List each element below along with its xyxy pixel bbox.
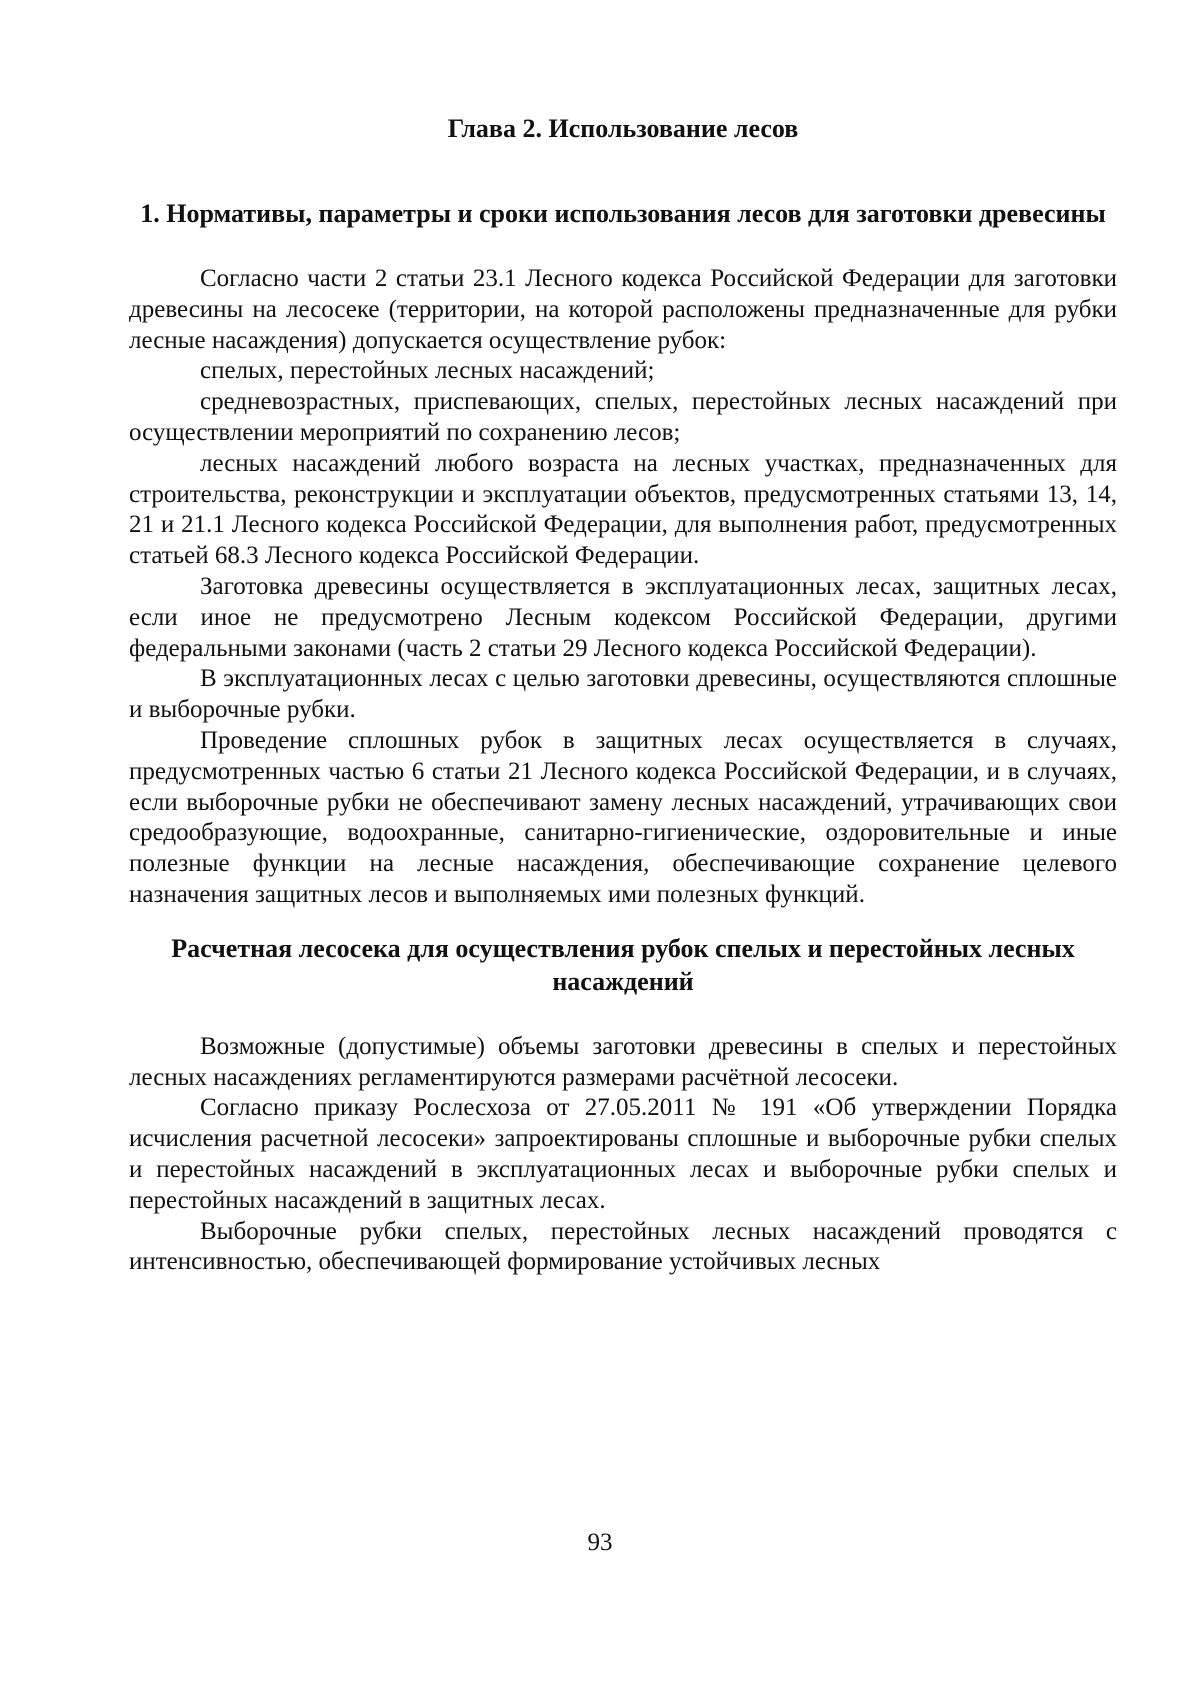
paragraph: Согласно части 2 статьи 23.1 Лесного кодекса Российской Федерации для заготовки древесины на лесосеке (территории, на которой расположены предназначенные для рубки лесные насаждения) допускается осуществление рубок: [129,265,1117,354]
paragraph: Возможные (допустимые) объемы заготовки древесины в спелых и перестойных лесных насаждениях регламентируются размерами расчётной лесосеки. [129,1032,1117,1091]
paragraph: лесных насаждений любого возраста на лесных участках, предназначенных для строительства, реконструкции и эксплуатации объектов, предусмотренных статьями 13, 14, 21 и 21.1 Лесного кодекса Российской Федерации, для выполнения работ, предусмотренных статьей 68.3 Лесного кодекса Российской Федерации. [129,449,1117,570]
paragraph: спелых, перестойных лесных насаждений; [200,357,655,385]
paragraph: Проведение сплошных рубок в защитных лесах осуществляется в случаях, предусмотренных частью 6 статьи 21 Лесного кодекса Российской Федерации, и в случаях, если выборочные рубки не обеспечивают замену лесных насаждений, утрачивающих свои средообразующие, водоохранные, санитарно-гигиенические, оздоровительные и иные полезные функции на лесные насаждения, обеспечивающие сохранение целевого назначения защитных лесов и выполняемых ими полезных функций. [129,726,1117,908]
subsection-body [129,1032,1117,1278]
paragraph: средневозрастных, приспевающих, спелых, перестойных лесных насаждений при осуществлении мероприятий по сохранению лесов; [129,388,1117,446]
section-title: 1. Нормативы, параметры и сроки использования лесов для заготовки древесины [140,199,1106,228]
chapter-title: Глава 2. Использование лесов [447,114,799,143]
section-body [129,264,1117,911]
page-number: 93 [587,1529,613,1556]
paragraph: Согласно приказу Рослесхоза от 27.05.2011 № 191 «Об утверждении Порядка исчисления расчетной лесосеки» запроектированы сплошные и выборочные рубки спелых и перестойных насаждений в эксплуатационных лесах и выборочные рубки спелых и перестойных насаждений в защитных лесах. [129,1094,1117,1214]
paragraph: В эксплуатационных лесах с целью заготовки древесины, осуществляются сплошные и выборочные рубки. [129,665,1117,724]
page-content [129,112,1117,1278]
subsection-title: Расчетная лесосека для осуществления рубок спелых и перестойных лесных насаждений [171,933,1075,996]
paragraph: Заготовка древесины осуществляется в эксплуатационных лесах, защитных лесах, если иное не предусмотрено Лесным кодексом Российской Федерации, другими федеральными законами (часть 2 статьи 29 Лесного кодекса Российской Федерации). [129,572,1117,662]
paragraph: Выборочные рубки спелых, перестойных лесных насаждений проводятся с интенсивностью, обеспечивающей формирование устойчивых лесных [129,1217,1117,1276]
